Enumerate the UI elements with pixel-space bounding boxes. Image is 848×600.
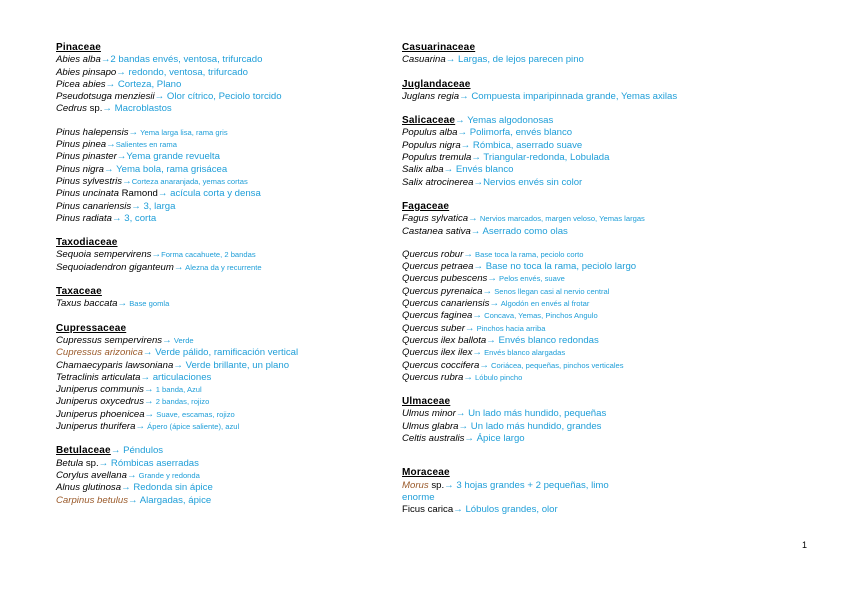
species-name: Populus nigra <box>402 139 461 151</box>
species-name: Carpinus betulus <box>56 494 128 506</box>
family-title: Juglandaceae <box>402 78 471 90</box>
family-title-row <box>402 115 732 127</box>
species-row <box>56 495 386 507</box>
species-suffix: sp. <box>86 103 103 115</box>
family-title: Casuarinaceae <box>402 42 476 53</box>
species-row <box>56 103 386 115</box>
species-desc: articulaciones <box>150 371 212 383</box>
species-name: Quercus ilex ballota <box>402 334 487 346</box>
species-name: Populus tremula <box>402 152 472 164</box>
species-row <box>56 79 386 91</box>
species-desc: Base toca la rama, peciolo corto <box>472 249 584 259</box>
species-desc: Yema grande revuelta <box>126 151 220 163</box>
species-row <box>56 335 386 347</box>
arrow-icon: → <box>443 164 454 176</box>
species-row <box>402 323 732 335</box>
species-row <box>402 177 732 189</box>
species-row <box>402 347 732 359</box>
species-row <box>56 213 386 225</box>
family-ulmaceae <box>402 396 732 445</box>
species-row <box>56 67 386 79</box>
arrow-icon: → <box>151 249 162 261</box>
family-desc: Yemas algodonosas <box>464 115 554 127</box>
species-name: Quercus petraea <box>402 261 474 273</box>
arrow-icon: → <box>473 176 484 188</box>
species-row <box>56 298 386 310</box>
right-column <box>402 42 732 517</box>
arrow-icon: → <box>455 115 465 127</box>
family-title-row <box>56 445 386 457</box>
species-desc: Pinchos hacia arriba <box>474 323 546 333</box>
arrow-icon: → <box>487 273 497 285</box>
species-desc: Senos llegan casi al nervio central <box>492 286 610 296</box>
species-row <box>402 213 732 225</box>
species-name: Celtis australis <box>402 433 465 445</box>
arrow-icon: → <box>453 504 463 516</box>
species-desc: Yema larga lisa, rama gris <box>138 127 228 137</box>
species-name: Quercus pyrenaica <box>402 285 483 297</box>
species-suffix: sp. <box>428 479 445 491</box>
species-desc-wrap: enorme <box>402 491 435 503</box>
species-row <box>56 409 386 421</box>
species-desc: Algodón en envés al frotar <box>499 299 590 309</box>
arrow-icon: → <box>468 213 478 225</box>
species-name: Quercus pubescens <box>402 273 488 285</box>
arrow-icon: → <box>135 421 146 433</box>
family-cupressaceae <box>56 323 386 434</box>
arrow-icon: → <box>102 103 112 115</box>
species-row <box>56 176 386 188</box>
species-name: Quercus canariensis <box>402 298 490 310</box>
species-name: Pinus pinea <box>56 139 107 151</box>
species-name: Pinus canariensis <box>56 200 132 212</box>
species-row <box>402 54 732 66</box>
species-name: Populus alba <box>402 127 458 139</box>
species-name: Ulmus glabra <box>402 420 459 432</box>
species-desc: Concava, Yemas, Pinchos Angulo <box>482 311 598 321</box>
species-row <box>56 396 386 408</box>
species-name: Casuarina <box>402 54 446 66</box>
family-desc: Péndulos <box>120 445 164 457</box>
arrow-icon: → <box>464 433 474 445</box>
arrow-icon: → <box>128 126 139 138</box>
family-title: Fagaceae <box>402 200 450 212</box>
species-row <box>56 249 386 261</box>
species-desc: Lóbulos grandes, olor <box>462 504 558 516</box>
arrow-icon: → <box>117 298 128 310</box>
species-row <box>56 421 386 433</box>
arrow-icon: → <box>463 371 473 383</box>
species-name: Cupressus arizonica <box>56 347 143 359</box>
species-desc: Olor cítrico, Peciolo torcido <box>164 91 282 103</box>
species-row <box>56 360 386 372</box>
species-desc: Aserrado como olas <box>480 225 568 237</box>
species-name: Tetraclinis articulata <box>56 371 141 383</box>
species-row <box>56 54 386 66</box>
species-row-wrap <box>402 492 732 504</box>
left-column <box>56 42 386 507</box>
species-name: Salix alba <box>402 164 444 176</box>
species-desc: Suave, escamas, rojizo <box>154 409 235 419</box>
species-row <box>56 262 386 274</box>
arrow-icon: → <box>121 482 131 494</box>
arrow-icon: → <box>173 261 184 273</box>
family-salicaceae <box>402 115 732 189</box>
species-desc: acícula corta y densa <box>167 188 261 200</box>
species-row <box>402 433 732 445</box>
arrow-icon: → <box>104 163 114 175</box>
arrow-icon: → <box>100 54 111 66</box>
arrow-icon: → <box>116 151 127 163</box>
species-name: Salix atrocinerea <box>402 176 474 188</box>
species-name: Juniperus phoenicea <box>56 408 145 420</box>
arrow-icon: → <box>162 334 172 346</box>
arrow-icon: → <box>463 248 473 260</box>
species-row <box>402 286 732 298</box>
page-number: 1 <box>802 540 808 550</box>
species-desc: Envés blanco redondas <box>495 334 599 346</box>
species-name: Quercus suber <box>402 322 465 334</box>
arrow-icon: → <box>143 384 154 396</box>
arrow-icon: → <box>458 420 469 432</box>
arrow-icon: → <box>157 188 168 200</box>
species-desc: Compuesta imparipinnada grande, Yemas axilas <box>468 90 678 102</box>
species-name: Pinus pinaster <box>56 151 117 163</box>
arrow-icon: → <box>122 175 132 187</box>
species-desc: Rómbica, aserrado suave <box>470 139 583 151</box>
species-desc: Rómbicas aserradas <box>108 457 199 469</box>
species-name: Juniperus thurifera <box>56 421 136 433</box>
species-suffix: sp. <box>83 457 99 469</box>
species-desc: Yema bola, rama grisácea <box>113 163 228 175</box>
species-row <box>402 91 732 103</box>
species-row <box>402 298 732 310</box>
species-row <box>56 188 386 200</box>
species-row <box>402 127 732 139</box>
species-desc: Nervios marcados, margen veloso, Yemas largas <box>477 214 645 224</box>
species-desc: Polimorfa, envés blanco <box>467 127 573 139</box>
species-desc: Macroblastos <box>112 103 172 115</box>
species-name: Chamaecyparis lawsoniana <box>56 359 174 371</box>
species-name: Morus <box>402 479 429 491</box>
arrow-icon: → <box>173 359 183 371</box>
species-desc: Corteza anaranjada, yemas cortas <box>131 176 248 186</box>
species-row <box>402 480 732 492</box>
species-name: Cupressus sempervirens <box>56 334 163 346</box>
species-desc: Base no toca la rama, peciolo largo <box>483 261 637 273</box>
species-desc: Envés blanco alargadas <box>481 348 566 358</box>
arrow-icon: → <box>140 371 151 383</box>
species-suffix: Ramond <box>118 188 158 200</box>
species-desc: 2 bandas, rojizo <box>153 397 210 407</box>
arrow-icon: → <box>144 408 155 420</box>
arrow-icon: → <box>482 285 493 297</box>
species-name: Pinus halepensis <box>56 126 129 138</box>
species-desc: Redonda sin ápice <box>130 482 213 494</box>
species-desc: Base gomla <box>127 299 170 309</box>
species-row <box>56 91 386 103</box>
family-title: Taxaceae <box>56 286 102 298</box>
species-row <box>402 310 732 322</box>
species-name: Picea abies <box>56 78 106 90</box>
species-name: Sequoia sempervirens <box>56 249 152 261</box>
species-name: Abies alba <box>56 54 101 66</box>
species-desc: Coriácea, pequeñas, pinchos verticales <box>488 360 624 370</box>
species-name: Betula <box>56 457 84 469</box>
family-casuarinaceae <box>402 42 732 67</box>
arrow-icon: → <box>489 298 500 310</box>
species-name: Juglans regia <box>402 90 460 102</box>
arrow-icon: → <box>486 334 496 346</box>
arrow-icon: → <box>460 139 471 151</box>
species-desc: Envés blanco <box>453 164 514 176</box>
species-name: Quercus robur <box>402 248 464 260</box>
species-name: Castanea sativa <box>402 225 471 237</box>
species-row <box>402 249 732 261</box>
species-desc: Alargadas, ápice <box>137 494 212 506</box>
species-row <box>402 360 732 372</box>
species-row <box>402 421 732 433</box>
arrow-icon: → <box>470 225 481 237</box>
species-desc: Largas, de lejos parecen pino <box>455 54 584 66</box>
arrow-icon: → <box>106 139 116 151</box>
family-title: Ulmaceae <box>402 396 451 408</box>
species-row <box>402 335 732 347</box>
species-name: Quercus coccifera <box>402 359 480 371</box>
family-juglandaceae <box>402 79 732 104</box>
species-desc: Ápice largo <box>473 433 525 445</box>
arrow-icon: → <box>98 457 109 469</box>
species-row <box>56 347 386 359</box>
species-row <box>402 372 732 384</box>
species-desc: Verde pálido, ramificación vertical <box>152 347 299 359</box>
arrow-icon: → <box>473 261 484 273</box>
species-desc: Corteza, Plano <box>115 78 182 90</box>
species-row <box>56 372 386 384</box>
arrow-icon: → <box>472 347 482 359</box>
species-desc: 3, corta <box>121 212 157 224</box>
species-name: Fagus sylvatica <box>402 213 469 225</box>
species-name: Pinus uncinata <box>56 188 119 200</box>
species-desc: Triangular-redonda, Lobulada <box>480 152 610 164</box>
family-taxodiaceae <box>56 237 386 274</box>
species-desc: Pelos envés, suave <box>496 274 565 284</box>
arrow-icon: → <box>471 152 481 164</box>
species-desc: Lóbulo pincho <box>472 372 523 382</box>
family-title: Betulaceae <box>56 445 111 457</box>
spacer <box>402 238 732 249</box>
family-taxaceae <box>56 286 386 311</box>
species-name: Ulmus minor <box>402 408 456 420</box>
arrow-icon: → <box>479 359 489 371</box>
arrow-icon: → <box>455 408 466 420</box>
species-desc: Ápero (ápice saliente), azul <box>145 422 240 432</box>
species-name: Alnus glutinosa <box>56 482 122 494</box>
species-row <box>402 140 732 152</box>
species-desc: 3 hojas grandes + 2 pequeñas, limo <box>453 479 609 491</box>
family-fagaceae <box>402 201 732 384</box>
species-name: Abies pinsapo <box>56 66 117 78</box>
spacer <box>56 116 386 127</box>
species-desc: 1 banda, Azul <box>153 385 202 395</box>
species-name: Pseudotsuga menziesii <box>56 91 155 103</box>
species-name: Juniperus communis <box>56 384 144 396</box>
species-desc: 2 bandas envés, ventosa, trifurcado <box>110 54 263 66</box>
species-desc: Verde brillante, un plano <box>182 359 290 371</box>
family-title: Pinaceae <box>56 42 101 53</box>
arrow-icon: → <box>472 310 482 322</box>
species-row <box>56 470 386 482</box>
family-pinaceae <box>56 42 386 225</box>
arrow-icon: → <box>112 212 122 224</box>
species-row <box>402 261 732 273</box>
arrow-icon: → <box>105 78 116 90</box>
species-name: Pinus sylvestris <box>56 175 123 187</box>
species-desc: Un lado más hundido, grandes <box>468 420 602 432</box>
species-row <box>56 482 386 494</box>
species-row <box>402 152 732 164</box>
arrow-icon: → <box>445 54 456 66</box>
species-desc: Un lado más hundido, pequeñas <box>465 408 607 420</box>
species-row <box>56 139 386 151</box>
family-title: Moraceae <box>402 467 450 479</box>
species-name: Quercus ilex ilex <box>402 347 473 359</box>
arrow-icon: → <box>154 91 165 103</box>
species-desc: Nervios envés sin color <box>483 176 583 188</box>
species-desc: Grande y redonda <box>136 470 200 480</box>
species-desc: Salientes en rama <box>115 140 177 150</box>
arrow-icon: → <box>131 200 141 212</box>
arrow-icon: → <box>126 469 137 481</box>
species-row <box>56 164 386 176</box>
arrow-icon: → <box>142 347 153 359</box>
species-desc: Forma cacahuete, 2 bandas <box>161 250 256 260</box>
species-row <box>402 226 732 238</box>
species-name: Pinus radiata <box>56 212 112 224</box>
species-row <box>402 164 732 176</box>
species-desc: 3, larga <box>140 200 176 212</box>
family-title: Taxodiaceae <box>56 237 118 249</box>
species-name: Cedrus <box>56 103 87 115</box>
species-name: Corylus avellana <box>56 469 127 481</box>
family-title: Cupressaceae <box>56 322 127 334</box>
species-name: Quercus faginea <box>402 310 473 322</box>
species-name: Pinus nigra <box>56 163 104 175</box>
species-name: Sequoiadendron giganteum <box>56 261 174 273</box>
species-name: Juniperus oxycedrus <box>56 396 144 408</box>
family-betulaceae <box>56 445 386 506</box>
species-name: Ficus carica <box>402 504 454 516</box>
species-row <box>56 201 386 213</box>
species-desc: redondo, ventosa, trifurcado <box>125 66 249 78</box>
arrow-icon: → <box>116 66 126 78</box>
arrow-icon: → <box>444 479 454 491</box>
species-row <box>56 384 386 396</box>
species-name: Quercus rubra <box>402 371 464 383</box>
species-row <box>56 127 386 139</box>
species-row <box>56 151 386 163</box>
arrow-icon: → <box>110 445 121 457</box>
species-row <box>402 504 732 516</box>
arrow-icon: → <box>459 90 469 102</box>
species-row <box>402 408 732 420</box>
arrow-icon: → <box>144 396 154 408</box>
arrow-icon: → <box>128 494 138 506</box>
species-desc: Verde <box>171 335 194 345</box>
species-name: Taxus baccata <box>56 298 118 310</box>
family-moraceae <box>402 467 732 516</box>
arrow-icon: → <box>464 322 475 334</box>
species-row <box>56 458 386 470</box>
species-desc: Alezna da y recurrente <box>183 262 262 272</box>
arrow-icon: → <box>457 127 468 139</box>
family-title: Salicaceae <box>402 115 456 127</box>
species-row <box>402 273 732 285</box>
